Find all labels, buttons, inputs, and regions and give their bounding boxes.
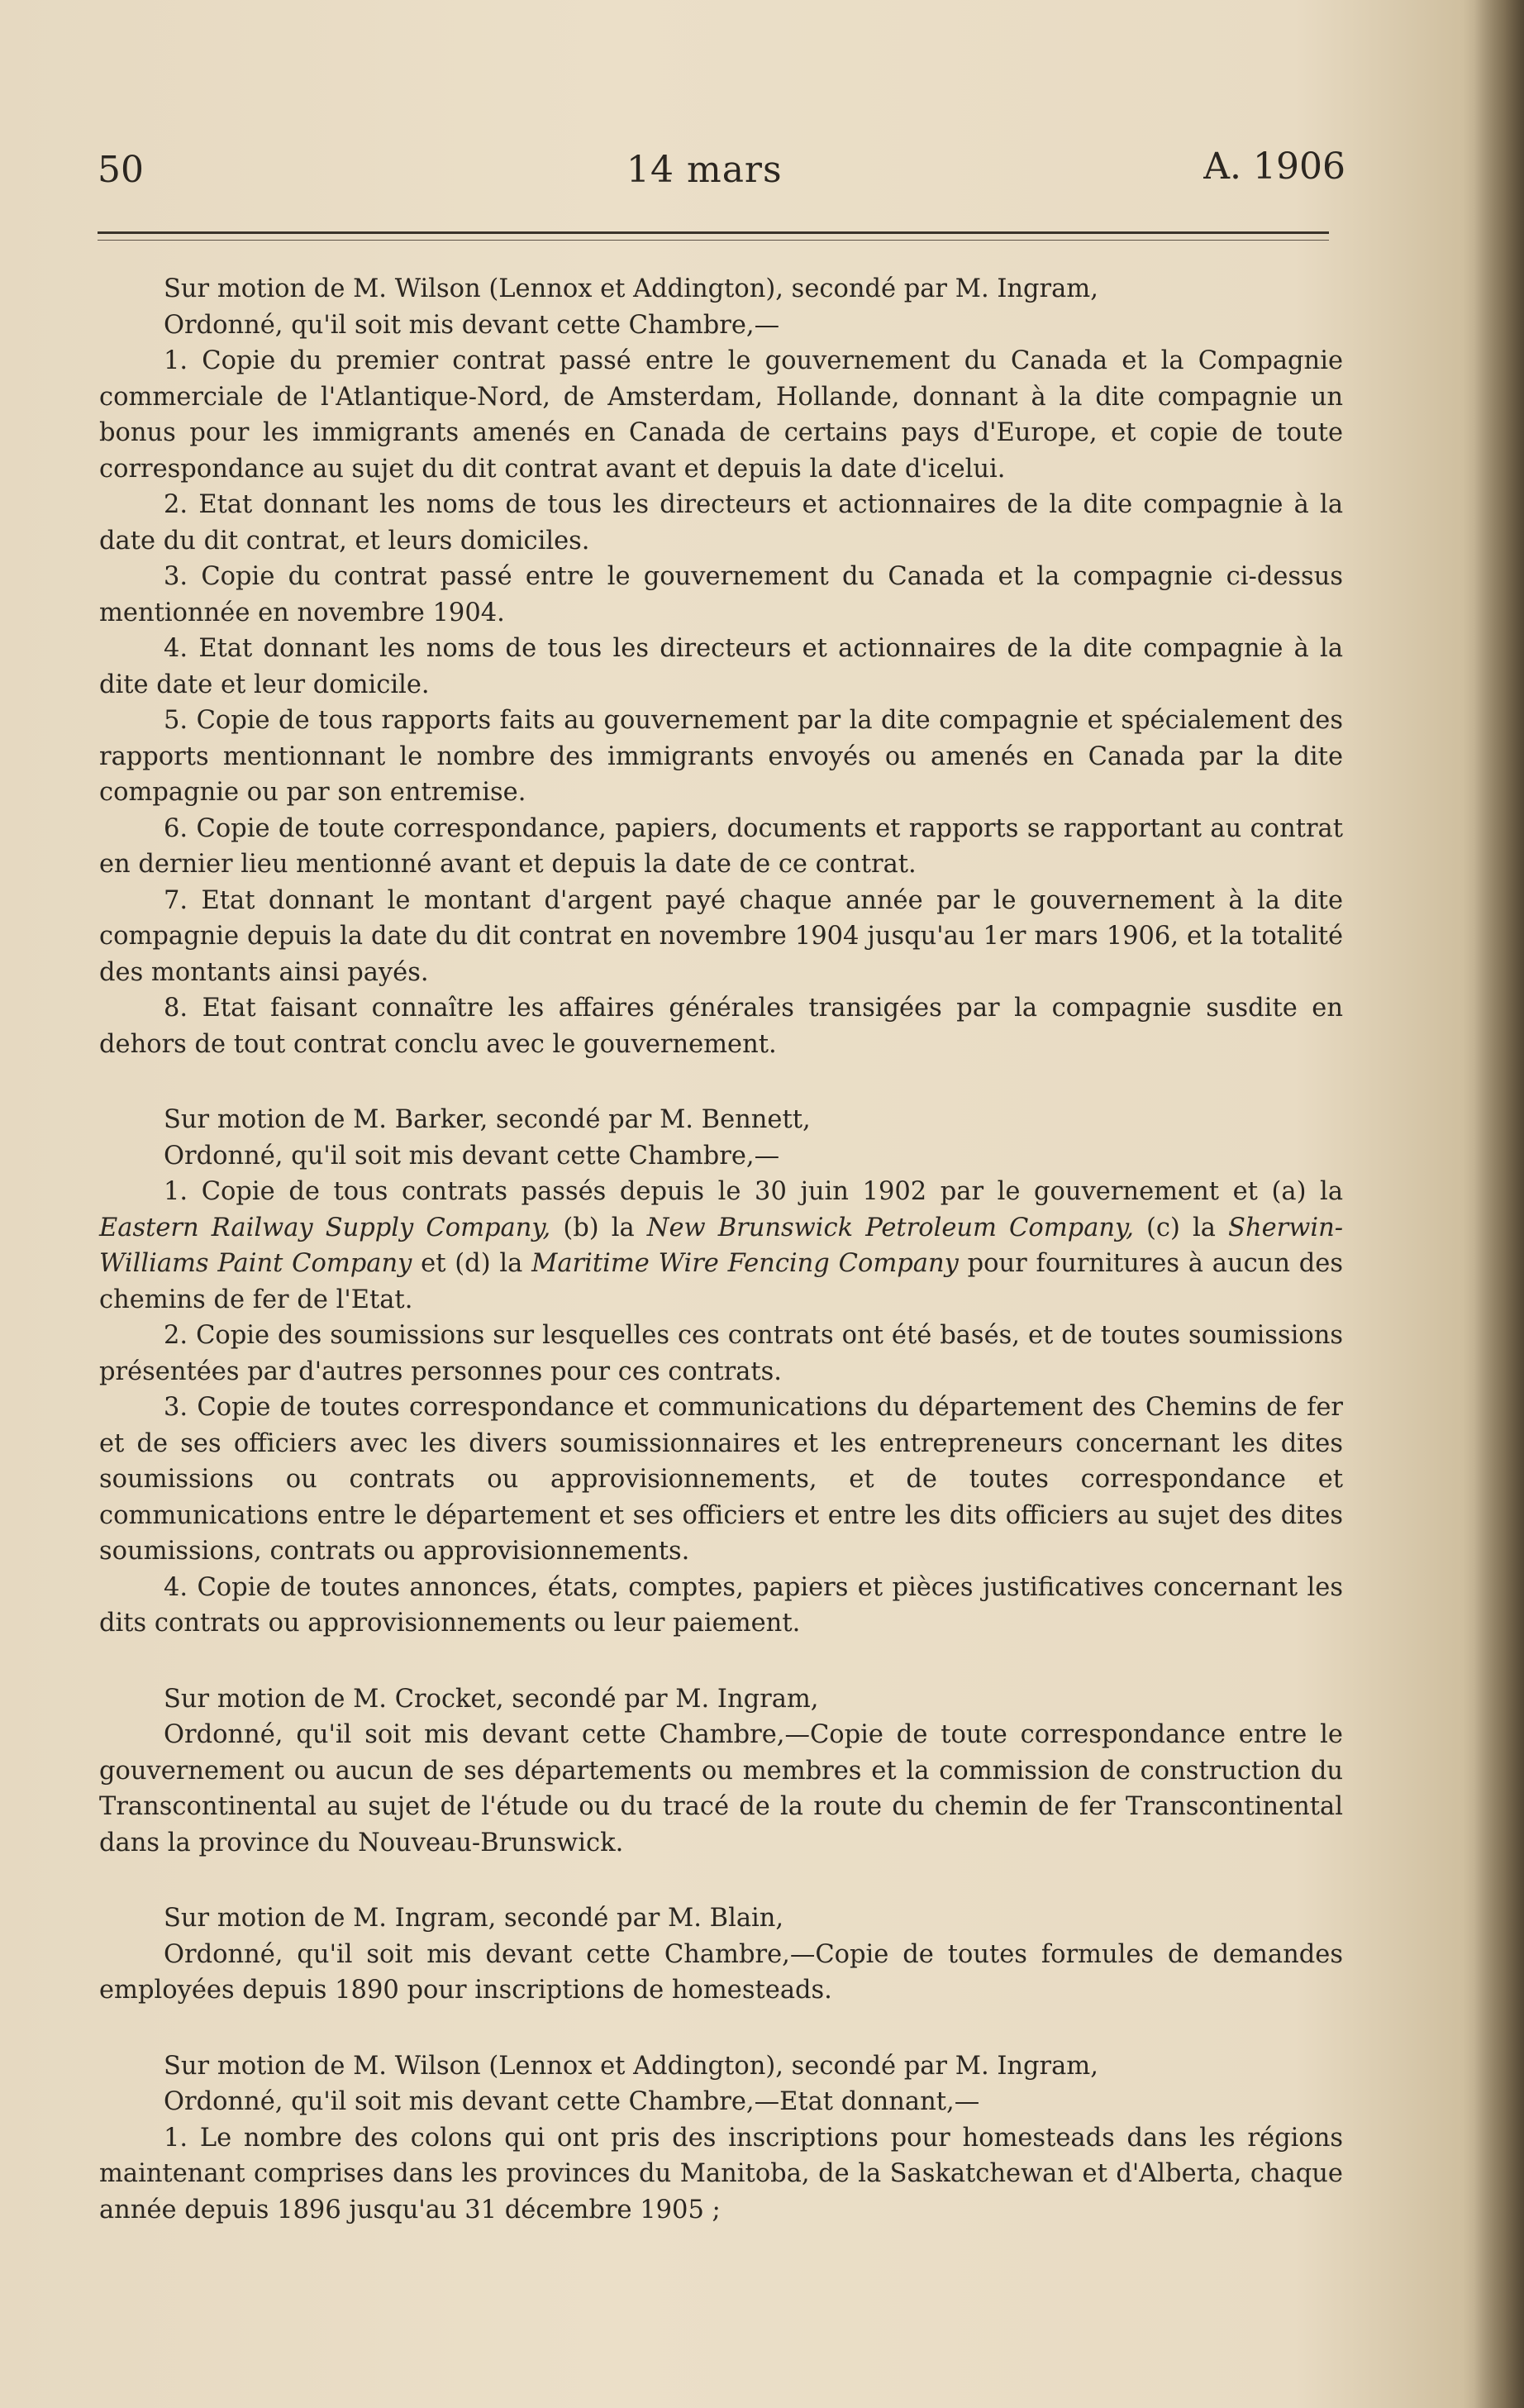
item-1-3: 3. Copie du contrat passé entre le gouvernement du Canada et la compagnie ci-dessus mentionnée en novembre 1904. bbox=[99, 562, 1343, 627]
item-2-1-text-c: (c) la bbox=[1133, 1213, 1229, 1242]
item-1-7: 7. Etat donnant le montant d'argent payé chaque année par le gouvernement à la dite compagnie depuis la date du dit contrat en novembre 1904 jusqu'au 1er mars 1906, et la totalité des montants ainsi payés. bbox=[99, 885, 1343, 987]
order-5: Ordonné, qu'il soit mis devant cette Chambre,—Etat donnant,— bbox=[164, 2087, 980, 2116]
company-new-brunswick-petroleum: New Brunswick Petroleum Company, bbox=[646, 1213, 1134, 1242]
item-5-1: 1. Le nombre des colons qui ont pris des inscriptions pour homesteads dans les régions maintenant comprises dans les provinces du Manitoba, de la Saskatchewan et d'Alberta, chaque année depuis 1896 jusqu'au 31 décembre 1905 ; bbox=[99, 2123, 1343, 2224]
item-1-8: 8. Etat faisant connaître les affaires générales transigées par la compagnie susdite en dehors de tout contrat conclu avec le gouvernement. bbox=[99, 994, 1343, 1059]
header-rule bbox=[98, 231, 1329, 234]
item-2-4: 4. Copie de toutes annonces, états, comptes, papiers et pièces justificatives concernant les dits contrats ou approvisionnements ou leur paiement. bbox=[99, 1572, 1343, 1638]
company-maritime-wire: Maritime Wire Fencing Company bbox=[531, 1249, 959, 1278]
header-date: 14 mars bbox=[626, 149, 783, 191]
item-2-1-text-e: pour fournitures à aucun des chemins de fer de l'Etat. bbox=[99, 1249, 1343, 1314]
order-1: Ordonné, qu'il soit mis devant cette Chambre,— bbox=[164, 310, 780, 340]
order-2: Ordonné, qu'il soit mis devant cette Chambre,— bbox=[164, 1141, 780, 1171]
motion-3: Sur motion de M. Crocket, secondé par M. Ingram, bbox=[164, 1684, 819, 1714]
page-body bbox=[99, 271, 1343, 2228]
item-2-1-text-d: et (d) la bbox=[412, 1249, 532, 1278]
company-sherwin-williams: Sherwin-Williams Paint Company bbox=[99, 1213, 1344, 1278]
order-4: Ordonné, qu'il soit mis devant cette Chambre,—Copie de toutes formules de demandes employées depuis 1890 pour inscriptions de homesteads. bbox=[99, 1939, 1343, 2005]
item-2-1-text-b: (b) la bbox=[550, 1213, 647, 1242]
motion-4: Sur motion de M. Ingram, secondé par M. Blain, bbox=[164, 1904, 784, 1933]
header-year: A. 1906 bbox=[1203, 145, 1345, 188]
page-number: 50 bbox=[98, 149, 144, 191]
company-eastern-railway: Eastern Railway Supply Company, bbox=[99, 1213, 551, 1242]
item-2-1-text: 1. Copie de tous contrats passés depuis le 30 juin 1902 par le gouvernement et (a) la bbox=[164, 1177, 1343, 1206]
header-rule-thin bbox=[98, 240, 1329, 241]
item-1-4: 4. Etat donnant les noms de tous les directeurs et actionnaires de la dite compagnie à la dite date et leur domicile. bbox=[99, 634, 1343, 699]
item-1-1: 1. Copie du premier contrat passé entre le gouvernement du Canada et la Compagnie commerciale de l'Atlantique-Nord, de Amsterdam, Hollande, donnant à la dite compagnie un bonus pour les immigrants amenés en Canada de certains pays d'Europe, et copie de toute correspondance au sujet du dit contrat avant et depuis la date d'icelui. bbox=[99, 346, 1343, 484]
item-2-2: 2. Copie des soumissions sur lesquelles ces contrats ont été basés, et de toutes soumissions présentées par d'autres personnes pour ces contrats. bbox=[99, 1321, 1343, 1386]
item-1-5: 5. Copie de tous rapports faits au gouvernement par la dite compagnie et spécialement des rapports mentionnant le nombre des immigrants envoyés ou amenés en Canada par la dite compagnie ou par son entremise. bbox=[99, 706, 1343, 807]
page-header bbox=[98, 141, 1345, 198]
item-1-2: 2. Etat donnant les noms de tous les directeurs et actionnaires de la dite compagnie à la date du dit contrat, et leurs domiciles. bbox=[99, 490, 1343, 556]
motion-1: Sur motion de M. Wilson (Lennox et Addington), secondé par M. Ingram, bbox=[164, 274, 1098, 303]
motion-5: Sur motion de M. Wilson (Lennox et Addington), secondé par M. Ingram, bbox=[164, 2051, 1098, 2081]
item-2-1 bbox=[99, 1174, 1343, 1318]
item-1-6: 6. Copie de toute correspondance, papiers, documents et rapports se rapportant au contrat en dernier lieu mentionné avant et depuis la date de ce contrat. bbox=[99, 813, 1343, 879]
item-2-3: 3. Copie de toutes correspondance et communications du département des Chemins de fer et de ses officiers avec les divers soumissionnaires et les entrepreneurs concernant les dites soumissions ou contrats ou approvisionnements, et de toutes correspondance et communications entre le département et ses officiers et entre les dits officiers au sujet des dites soumissions, contrats ou approvisionnements. bbox=[99, 1393, 1343, 1566]
order-3: Ordonné, qu'il soit mis devant cette Chambre,—Copie de toute correspondance entre le gouvernement ou aucun de ses départements ou membres et la commission de construction du Transcontinental au sujet de l'étude ou du tracé de la route du chemin de fer Transcontinental dans la province du Nouveau-Brunswick. bbox=[99, 1720, 1343, 1857]
motion-2: Sur motion de M. Barker, secondé par M. Bennett, bbox=[164, 1105, 811, 1134]
binding-shadow bbox=[1474, 0, 1524, 2408]
